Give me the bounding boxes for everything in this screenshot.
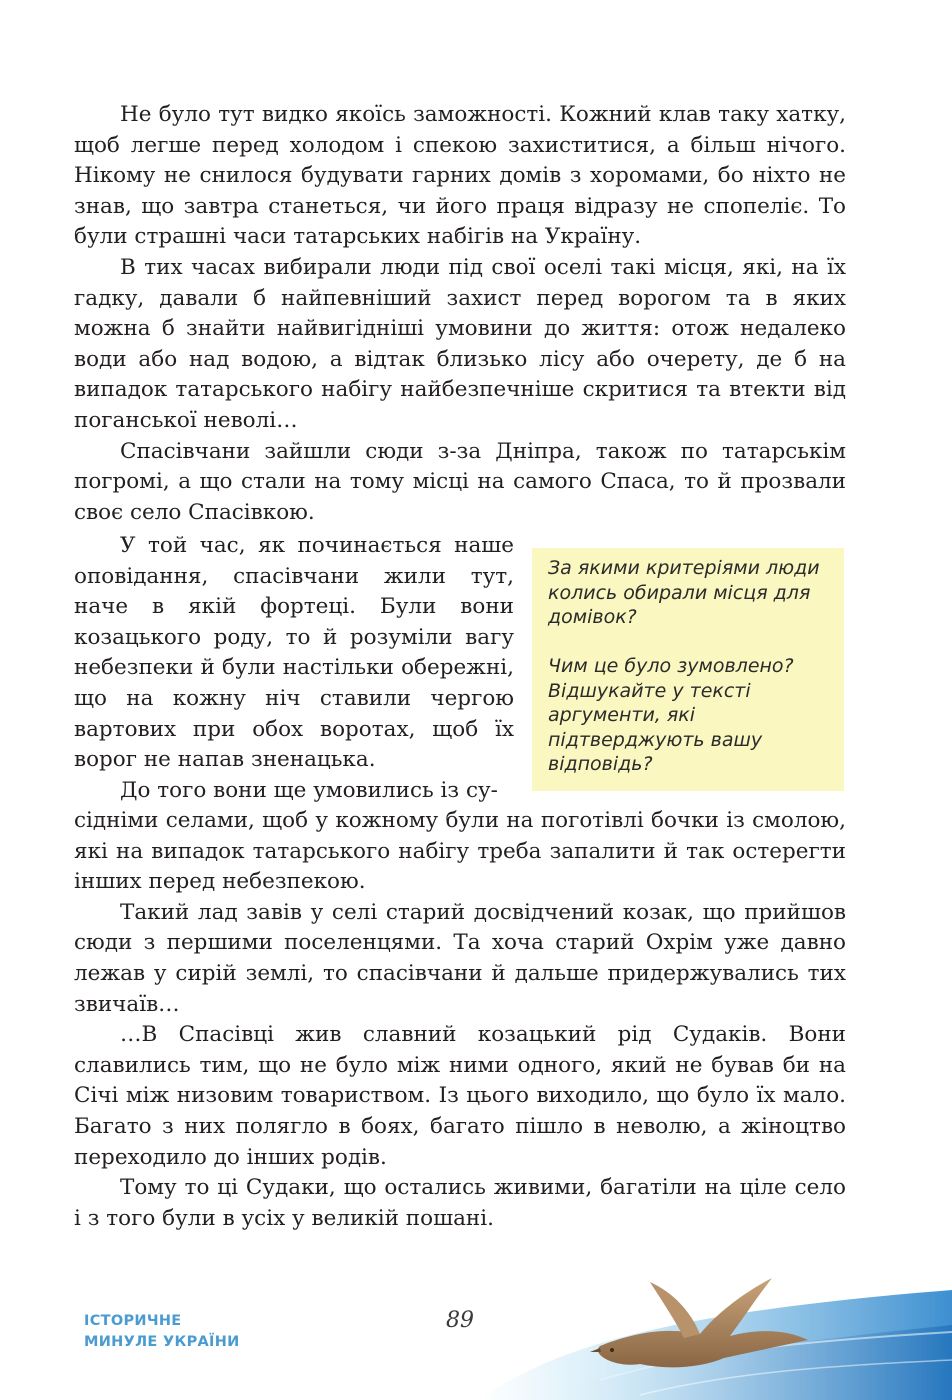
main-text-bottom xyxy=(74,806,846,1234)
paragraph: Тому то ці Судаки, що остались живими, багатіли на ціле село і з того були в усіх у великій пошані. xyxy=(74,1175,846,1231)
question-sidebar xyxy=(532,548,844,791)
section-label-line-1: ІСТОРИЧНЕ xyxy=(84,1313,182,1329)
main-text-top xyxy=(74,100,846,528)
question-1: За якими критеріями люди колись обирали місця для домівок? xyxy=(548,557,820,628)
page-number: 89 xyxy=(446,1308,474,1333)
paragraph: Спасівчани зайшли сюди з-за Дніпра, також по татарськім погромі, а що стали на тому місці на самого Спаса, то й прозвали своє село Спасівкою. xyxy=(74,438,846,525)
question-2: Чим це було зумовлено? Відшукайте у тексті аргументи, які підтверджують вашу відповідь? xyxy=(548,655,794,775)
question-gap xyxy=(548,630,830,655)
paragraph: Не було тут видко якоїсь заможності. Кожний клав таку хатку, щоб легше перед холодом і спекою захиститися, а більш нічого. Нікому не снилося будувати гарних домів з хоромами, бо ніхто не знав, що завтра станеться, чи його праця відразу не спопеліє. То були страшні часи татарських набігів на Україну. xyxy=(74,102,846,250)
paragraph: У той час, як починається наше оповідання, спасівчани жили тут, наче в якій фортеці. Були вони козацького роду, то й розуміли вагу небезпеки й були настільки обережні, що на кожну ніч ставили чергою вартових при обох воротах, щоб їх ворог не напав зненацька. xyxy=(74,533,514,773)
paragraph: До того вони ще умовились із су- xyxy=(120,777,498,803)
paragraph: …В Спасівці жив славний козацький рід Судаків. Вони славились тим, що не було між ними одного, який не бував би на Січі між низовим товариством. Із цього виходило, що було їх мало. Багато з них полягло в боях, багато пішло в неволю, а жіноцтво переходило до інших родів. xyxy=(74,1022,846,1170)
section-label xyxy=(84,1311,240,1353)
section-label-line-2: МИНУЛЕ УКРАЇНИ xyxy=(84,1334,240,1350)
paragraph: Такий лад завів у селі старий досвідчений козак, що прийшов сюди з першими поселенцями. Та хоча старий Охрім уже давно лежав у сирій землі, то спасівчани й дальше придержувались тих звичаїв… xyxy=(74,899,846,1017)
paragraph: сідніми селами, щоб у кожному були на поготівлі бочки із смолою, які на випадок татарського набігу треба запалити й так остерегти інших перед небезпекою. xyxy=(74,808,846,895)
paragraph: В тих часах вибирали люди під свої оселі такі місця, які, на їх гадку, давали б найпевніший захист перед ворогом та в яких можна б знайти найвигідніші умовини до життя: отож недалеко води або над водою, а відтак близько лісу або очерету, де б на випадок татарського набігу найбезпечніше скритися та втекти від поганської неволі… xyxy=(74,254,846,433)
main-text-narrow xyxy=(74,531,514,806)
